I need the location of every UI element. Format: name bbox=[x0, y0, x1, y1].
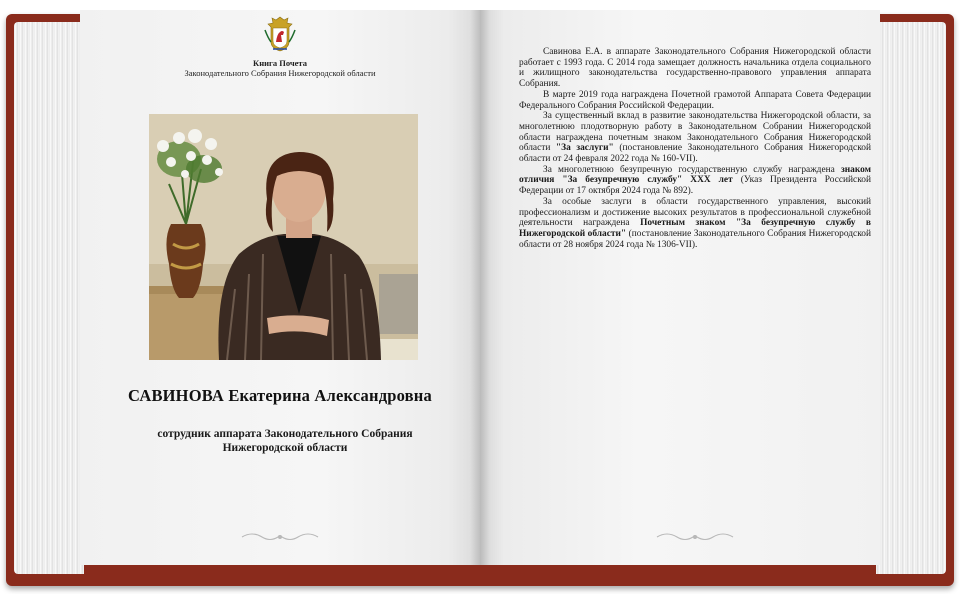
bio-paragraph: В марте 2019 года награждена Почетной грамотой Аппарата Совета Федерации Федерального Собрания Российской Федерации. bbox=[519, 89, 871, 111]
bio-text: (Указ Президента Российской Федерации от 17 октября 2024 года № 892). bbox=[519, 175, 871, 197]
bookmark-ribbon bbox=[420, 566, 530, 578]
bio-paragraph bbox=[519, 165, 871, 197]
person-name: САВИНОВА Екатерина Александровна bbox=[128, 386, 432, 405]
bio-text: (постановление Законодательного Собрания Нижегородской области от 28 ноября 2024 года № 1306-VII). bbox=[519, 228, 872, 250]
coat-of-arms-icon bbox=[263, 16, 297, 52]
bio-text: За многолетнюю безупречную государственную службу награждена bbox=[543, 164, 841, 175]
page-edges-right bbox=[876, 22, 946, 574]
bio-paragraph: Савинова Е.А. в аппарате Законодательного Собрания Нижегородской области работает с 1993 года. С 2014 года замещает должность начальника отдела социального и жилищного законодательства государственно-правового управления аппарата Собрания. bbox=[519, 47, 871, 90]
page-edges-left bbox=[14, 22, 84, 574]
bio-paragraph bbox=[519, 111, 871, 165]
bio-paragraph bbox=[519, 197, 871, 251]
book-title bbox=[160, 58, 400, 78]
flourish-ornament-icon bbox=[655, 530, 735, 544]
award-name: Почетным знаком "За безупречную службу в Нижегородской области" bbox=[519, 218, 871, 239]
flourish-ornament-icon bbox=[240, 530, 320, 544]
bio-text: За существенный вклад в развитие законодательства Нижегородской области, за многолетнюю плодотворную работу в Законодательном Собрании Нижегородской области награждена почетным знаком Законодательного Собрания Нижегородской области bbox=[519, 111, 871, 154]
biography-text bbox=[519, 47, 871, 250]
book-title-main: Книга Почета bbox=[253, 58, 307, 68]
portrait-photo bbox=[149, 114, 418, 360]
book-title-subtitle: Законодательного Собрания Нижегородской области bbox=[184, 68, 376, 78]
book-spine bbox=[470, 10, 490, 565]
award-name: "За заслуги" bbox=[555, 143, 614, 154]
bio-text: (постановление Законодательного Собрания Нижегородской области от 24 февраля 2022 года № 160-VII). bbox=[519, 143, 871, 165]
bio-text: За особые заслуги в области государственного управления, высокий профессионализм и достижение высоких результатов в профессиональной служебной деятельности награждена bbox=[519, 196, 871, 229]
award-name: знаком отличия "За безупречную службу" XXX лет bbox=[519, 164, 871, 186]
person-position: сотрудник аппарата Законодательного Собрания Нижегородской области bbox=[157, 428, 413, 454]
